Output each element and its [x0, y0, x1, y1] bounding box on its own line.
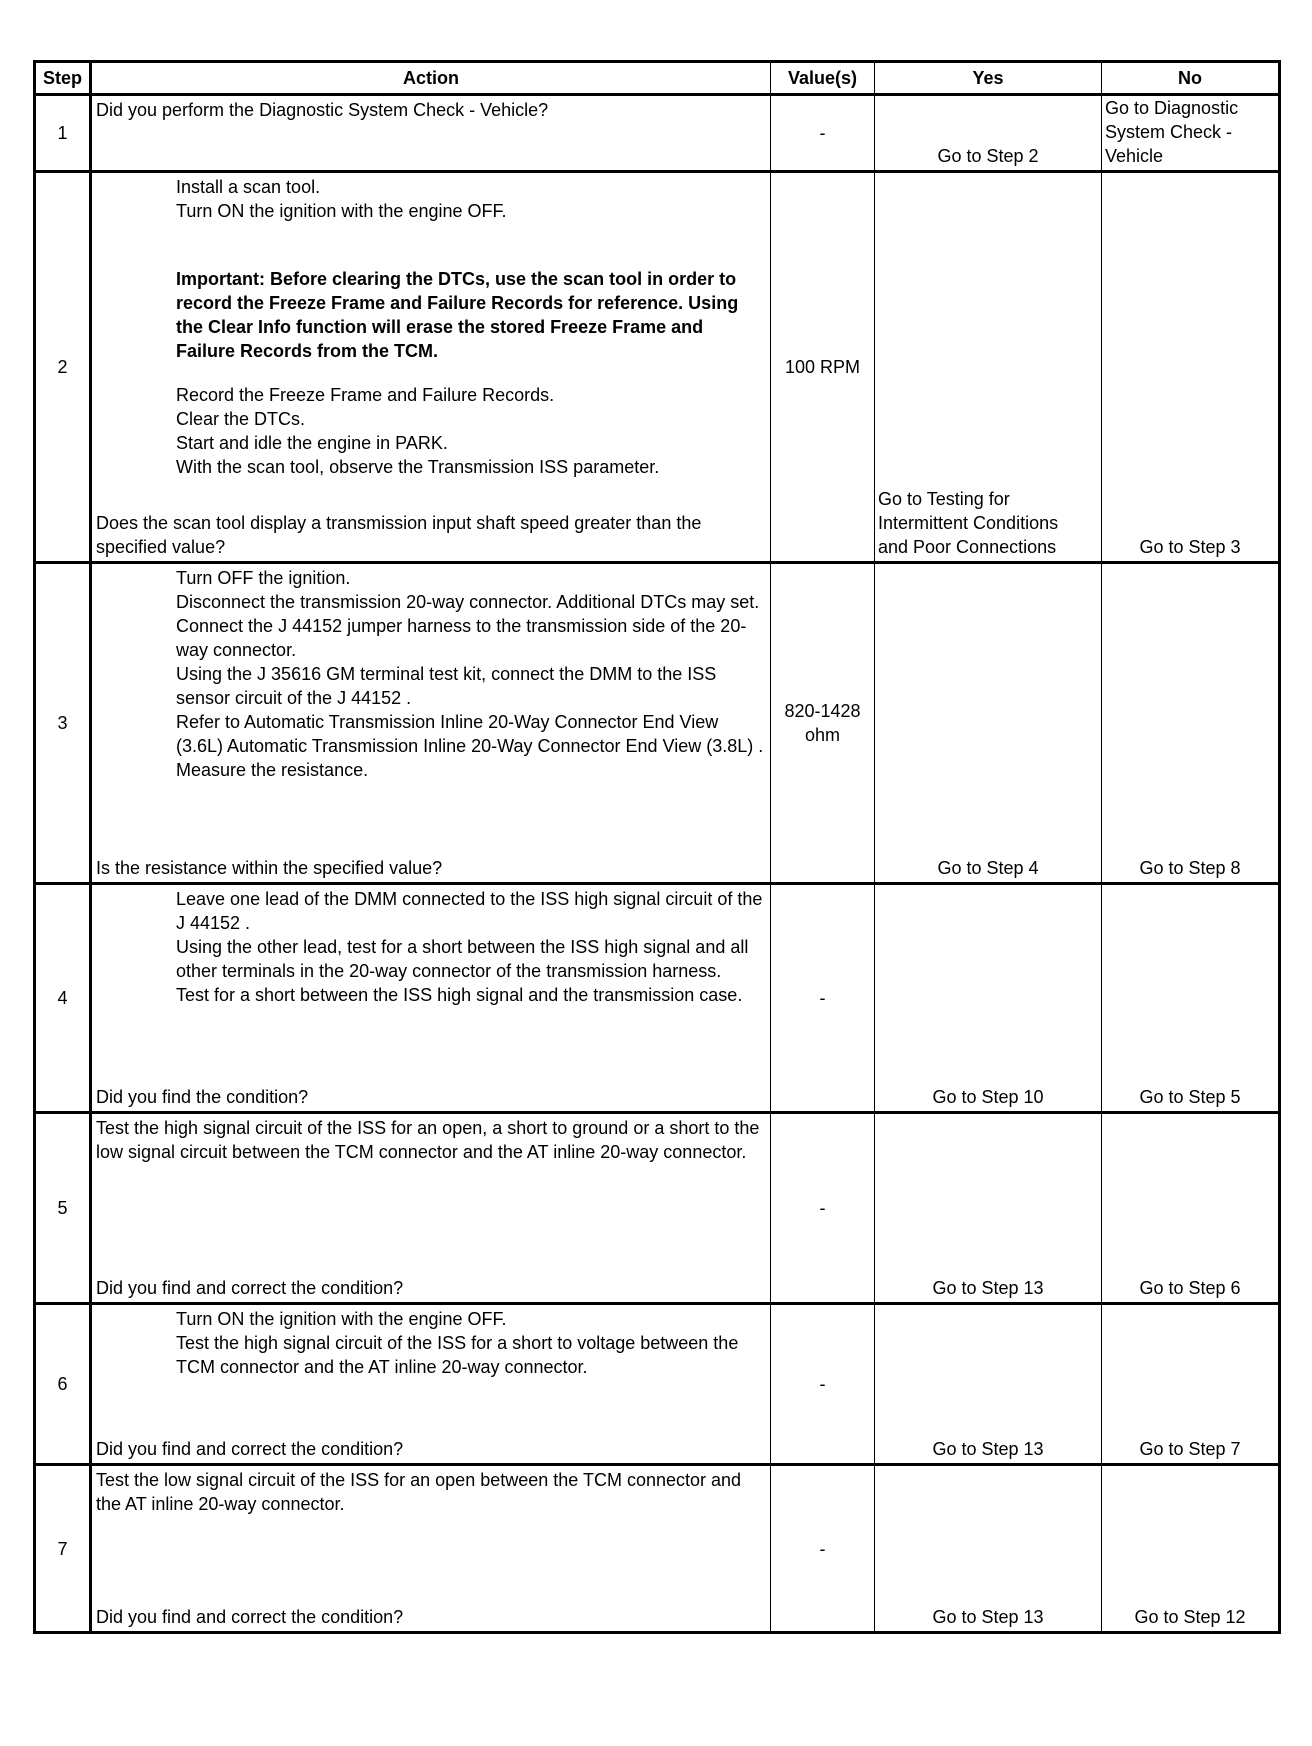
no-cell: Go to Step 7	[1102, 1304, 1280, 1465]
value-cell	[771, 563, 875, 884]
table-row	[35, 563, 1280, 884]
step-number: 5	[35, 1113, 91, 1304]
question-text: Did you find the condition?	[96, 1087, 309, 1107]
diagnostic-table	[33, 60, 1281, 1634]
action-line: Install a scan tool.	[176, 177, 321, 197]
action-line: Clear the DTCs.	[176, 409, 306, 429]
action-line: Connect the J 44152 jumper harness to the transmission side of the 20-way connector.	[176, 616, 747, 660]
action-line: Test the high signal circuit of the ISS for a short to voltage between the TCM connector and the AT inline 20-way connector.	[176, 1333, 739, 1377]
yes-cell: Go to Step 13	[875, 1113, 1102, 1304]
yes-cell: Go to Step 13	[875, 1304, 1102, 1465]
table-row	[35, 1465, 1280, 1633]
value-cell: -	[771, 1304, 875, 1465]
action-text: Test the high signal circuit of the ISS for an open, a short to ground or a short to the low signal circuit between the TCM connector and the AT inline 20-way connector.	[96, 1118, 760, 1162]
table-row	[35, 1113, 1280, 1304]
action-line: Start and idle the engine in PARK.	[176, 433, 448, 453]
question-text: Did you find and correct the condition?	[96, 1278, 404, 1298]
action-cell	[91, 95, 771, 172]
table-row	[35, 172, 1280, 563]
action-steps	[92, 1305, 770, 1379]
action-line: Record the Freeze Frame and Failure Records.	[176, 385, 555, 405]
no-cell: Go to Step 3	[1102, 172, 1280, 563]
question-text: Did you perform the Diagnostic System Check - Vehicle?	[96, 100, 549, 120]
question-text: Did you find and correct the condition?	[96, 1607, 404, 1627]
diagnostic-table-container	[33, 60, 1273, 1634]
value-cell: 100 RPM	[771, 172, 875, 563]
action-line: Using the J 35616 GM terminal test kit, connect the DMM to the ISS sensor circuit of the J 44152 .	[176, 664, 717, 708]
action-cell	[91, 1304, 771, 1465]
table-row	[35, 884, 1280, 1113]
header-values: Value(s)	[771, 62, 875, 95]
no-cell: Go to Step 8	[1102, 563, 1280, 884]
yes-cell: Go to Step 4	[875, 563, 1102, 884]
action-line: Turn OFF the ignition.	[176, 568, 351, 588]
action-line: Turn ON the ignition with the engine OFF.	[176, 1309, 507, 1329]
action-steps	[92, 885, 770, 1007]
table-row	[35, 1304, 1280, 1465]
action-line: Refer to Automatic Transmission Inline 20-Way Connector End View (3.6L) Automatic Transmission Inline 20-Way Connector End View (3.8L) .	[176, 712, 764, 756]
action-cell	[91, 1113, 771, 1304]
yes-cell	[875, 172, 1102, 563]
step-number: 6	[35, 1304, 91, 1465]
action-line: With the scan tool, observe the Transmission ISS parameter.	[176, 457, 660, 477]
no-cell: Go to Step 12	[1102, 1465, 1280, 1633]
action-cell	[91, 172, 771, 563]
action-cell	[91, 563, 771, 884]
table-row	[35, 95, 1280, 172]
action-line: Using the other lead, test for a short between the ISS high signal and all other terminals in the 20-way connector of the transmission harness.	[176, 937, 749, 981]
yes-line: Intermittent Conditions	[878, 513, 1059, 533]
step-number: 7	[35, 1465, 91, 1633]
step-number: 3	[35, 563, 91, 884]
action-line: Leave one lead of the DMM connected to the ISS high signal circuit of the J 44152 .	[176, 889, 763, 933]
important-note: Important: Before clearing the DTCs, use the scan tool in order to record the Freeze Frame and Failure Records for reference. Using the Clear Info function will erase the stored Freeze Frame and Failure Records from the TCM.	[176, 269, 739, 361]
action-line: Measure the resistance.	[176, 760, 369, 780]
header-no: No	[1102, 62, 1280, 95]
no-cell: Go to Step 6	[1102, 1113, 1280, 1304]
action-steps	[92, 173, 770, 479]
action-line: Test for a short between the ISS high signal and the transmission case.	[176, 985, 743, 1005]
no-line: Go to Diagnostic	[1105, 98, 1239, 118]
action-line: Turn ON the ignition with the engine OFF.	[176, 201, 507, 221]
no-line: Vehicle	[1105, 146, 1164, 166]
question-text: Did you find and correct the condition?	[96, 1439, 404, 1459]
action-cell	[91, 1465, 771, 1633]
no-cell	[1102, 95, 1280, 172]
yes-cell: Go to Step 2	[875, 95, 1102, 172]
question-text: Does the scan tool display a transmission input shaft speed greater than the specified value?	[96, 513, 702, 557]
no-cell: Go to Step 5	[1102, 884, 1280, 1113]
yes-line: Go to Testing for	[878, 489, 1010, 509]
action-steps	[92, 564, 770, 782]
step-number: 4	[35, 884, 91, 1113]
question-text: Is the resistance within the specified value?	[96, 858, 443, 878]
action-line: Disconnect the transmission 20-way connector. Additional DTCs may set.	[176, 592, 760, 612]
value-cell: -	[771, 1113, 875, 1304]
value-cell: -	[771, 95, 875, 172]
yes-cell: Go to Step 10	[875, 884, 1102, 1113]
yes-cell: Go to Step 13	[875, 1465, 1102, 1633]
step-number: 1	[35, 95, 91, 172]
value-cell: -	[771, 1465, 875, 1633]
step-number: 2	[35, 172, 91, 563]
action-text: Test the low signal circuit of the ISS for an open between the TCM connector and the AT inline 20-way connector.	[96, 1470, 742, 1514]
yes-line: and Poor Connections	[878, 537, 1057, 557]
value-cell: -	[771, 884, 875, 1113]
header-step: Step	[35, 62, 91, 95]
value-line: 820-1428	[784, 701, 861, 721]
header-action: Action	[91, 62, 771, 95]
value-line: ohm	[804, 725, 840, 745]
no-line: System Check -	[1105, 122, 1233, 142]
action-cell	[91, 884, 771, 1113]
header-row	[35, 62, 1280, 95]
header-yes: Yes	[875, 62, 1102, 95]
